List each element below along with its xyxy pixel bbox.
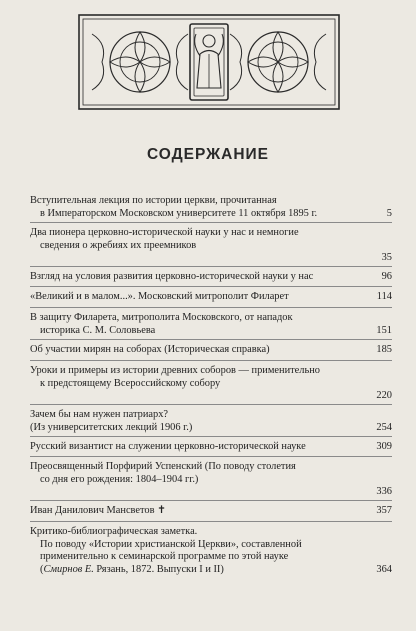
entry-citation: (Смирнов Е. Рязань, 1872. Выпуски I и II) bbox=[40, 563, 224, 575]
toc-entry bbox=[30, 526, 392, 576]
divider bbox=[30, 500, 392, 501]
entry-line: Преосвященный Порфирий Успенский (По поводу столетия bbox=[30, 461, 296, 472]
entry-line: Зачем бы нам нужен патриарх? bbox=[30, 409, 168, 420]
divider bbox=[30, 436, 392, 437]
entry-line: Вступительная лекция по истории церкви, прочитанная bbox=[30, 195, 277, 206]
toc-entry bbox=[30, 291, 392, 304]
entry-line: (Из университетских лекций 1906 г.) bbox=[30, 421, 193, 433]
entry-line: Русский византист на служении церковно-исторической науке bbox=[30, 441, 306, 452]
page-number: 35 bbox=[381, 252, 392, 264]
page-number: 357 bbox=[376, 505, 392, 516]
divider bbox=[30, 266, 392, 267]
entry-line: историка С. М. Соловьева bbox=[40, 324, 156, 336]
toc-entry bbox=[30, 344, 392, 357]
divider bbox=[30, 360, 392, 361]
entry-line: сведения о жребиях их преемников bbox=[40, 239, 197, 251]
toc-entry bbox=[30, 441, 392, 454]
entry-line: Об участии мирян на соборах (Историческая справка) bbox=[30, 344, 270, 355]
entry-line: Два пионера церковно-исторической науки у нас и немногие bbox=[30, 227, 299, 238]
toc-entry bbox=[30, 312, 392, 337]
page-title: СОДЕРЖАНИЕ bbox=[146, 146, 270, 163]
page-number: 254 bbox=[376, 421, 392, 433]
divider bbox=[30, 456, 392, 457]
divider bbox=[30, 307, 392, 308]
entry-line: применительно к семинарской программе по этой науке bbox=[40, 551, 289, 563]
entry-line: к предстоящему Всероссийскому собору bbox=[40, 377, 221, 389]
author-name: Смирнов Е. bbox=[43, 563, 94, 575]
divider bbox=[30, 222, 392, 223]
entry-line: Взгляд на условия развития церковно-исторической науки у нас bbox=[30, 271, 314, 282]
divider bbox=[30, 404, 392, 405]
entry-line: в Императорском Московском университете 11 октября 1895 г. bbox=[40, 207, 318, 219]
toc-entry bbox=[30, 461, 392, 499]
divider bbox=[30, 521, 392, 522]
toc-entry bbox=[30, 365, 392, 403]
page-number: 114 bbox=[376, 291, 392, 302]
toc-entry bbox=[30, 195, 392, 220]
page-number: 185 bbox=[376, 344, 392, 355]
divider bbox=[30, 286, 392, 287]
page-number: 364 bbox=[376, 563, 392, 575]
entry-line: Критико-библиографическая заметка. bbox=[30, 526, 198, 537]
entry-line: В защиту Филарета, митрополита Московского, от нападок bbox=[30, 312, 293, 323]
toc-entry bbox=[30, 409, 392, 434]
page-number: 220 bbox=[376, 390, 392, 402]
page-number: 309 bbox=[376, 441, 392, 452]
page-number: 336 bbox=[376, 486, 392, 498]
entry-line: Иван Данилович Мансветов ✝ bbox=[30, 505, 166, 516]
divider bbox=[30, 339, 392, 340]
entry-line: По поводу «Истории христианской Церкви», составленной bbox=[40, 538, 302, 550]
entry-line: Уроки и примеры из истории древних соборов — применительно bbox=[30, 365, 320, 376]
page-number: 151 bbox=[376, 324, 392, 336]
page-number: 96 bbox=[381, 271, 392, 282]
entry-line: «Великий и в малом...». Московский митрополит Филарет bbox=[30, 291, 289, 302]
page-number: 5 bbox=[386, 207, 392, 219]
toc-entry bbox=[30, 227, 392, 265]
toc-entry bbox=[30, 271, 392, 284]
entry-line: со дня его рождения: 1804–1904 гг.) bbox=[40, 473, 199, 485]
toc-entry bbox=[30, 505, 392, 518]
